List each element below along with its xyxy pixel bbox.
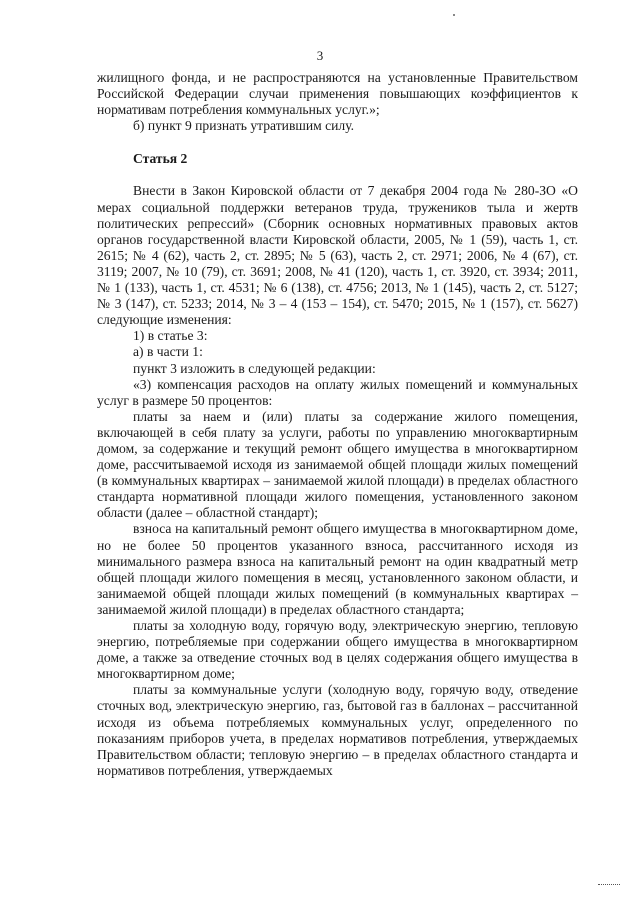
paragraph-part-1: а) в части 1: <box>133 344 203 360</box>
paragraph-utilities: платы за коммунальные услуги (холодную воду, горячую воду, отведение сточных вод, электрическую энергию, газ, бытовой газ в баллонах – рассчитанной исходя из объема потребляемых коммунальных услуг, определенного по показаниям приборов учета, в пределах нормативов потребления, утверждаемых Правительством области; тепловую энергию – в пределах областного стандарта и нормативов потребления, утверждаемых <box>97 682 578 778</box>
paragraph-capital-repair: взноса на капитальный ремонт общего имущества в многоквартирном доме, но не более 50 процентов указанного взноса, рассчитанного исходя из минимального размера взноса на капитальный ремонт на один квадратный метр общей площади жилого помещения в месяц, установленного законом области, и занимаемой общей площади жилых помещений (в коммунальных квартирах – занимаемой жилой площади) в пределах областного стандарта; <box>97 521 578 617</box>
article-heading: Статья 2 <box>133 151 188 167</box>
document-body <box>97 70 578 779</box>
scan-speck <box>453 14 455 16</box>
paragraph-rent-fee: платы за наем и (или) платы за содержание жилого помещения, включающей в себя плату за услуги, работы по управлению многоквартирным домом, за содержание и текущий ремонт общего имущества в многоквартирном доме, рассчитываемой исходя из занимаемой общей площади жилых помещений (в коммунальных квартирах – занимаемой жилой площади) в пределах областного стандарта нормативной площади жилого помещения, установленного законом области (далее – областной стандарт); <box>97 408 578 521</box>
paragraph-compensation: «3) компенсация расходов на оплату жилых помещений и коммунальных услуг в размере 50 процентов: <box>97 376 578 408</box>
paragraph-article-3: 1) в статье 3: <box>133 328 208 344</box>
paragraph-amendment-intro: Внести в Закон Кировской области от 7 декабря 2004 года № 280-ЗО «О мерах социальной поддержки ветеранов труда, тружеников тыла и жертв политических репрессий» (Сборник основных нормативных правовых актов органов государственной власти Кировской области, 2005, № 1 (59), часть 1, ст. 2615; № 4 (62), часть 2, ст. 2895; № 5 (63), часть 2, ст. 2971; 2006, № 4 (67), ст. 3119; 2007, № 10 (79), ст. 3691; 2008, № 41 (120), часть 1, ст. 3920, ст. 3934; 2011, № 1 (133), часть 1, ст. 4531; № 6 (138), ст. 4756; 2013, № 1 (145), часть 2, ст. 5127; № 3 (147), ст. 5233; 2014, № 3 – 4 (153 – 154), ст. 5470; 2015, № 1 (157), ст. 5627) следующие изменения: <box>97 183 578 328</box>
page-number: 3 <box>316 48 324 63</box>
paragraph-point-3: пункт 3 изложить в следующей редакции: <box>133 360 376 376</box>
paragraph-common-property: платы за холодную воду, горячую воду, электрическую энергию, тепловую энергию, потребляемые при содержании общего имущества в многоквартирном доме, а также за отведение сточных вод в целях содержания общего имущества в многоквартирном доме; <box>97 618 578 682</box>
scan-mark <box>598 884 620 887</box>
paragraph-continuation: жилищного фонда, и не распространяются на установленные Правительством Российской Федерации случаи применения повышающих коэффициентов к нормативам потребления коммунальных услуг.»; <box>97 70 578 118</box>
paragraph-item-b: б) пункт 9 признать утратившим силу. <box>133 118 355 134</box>
